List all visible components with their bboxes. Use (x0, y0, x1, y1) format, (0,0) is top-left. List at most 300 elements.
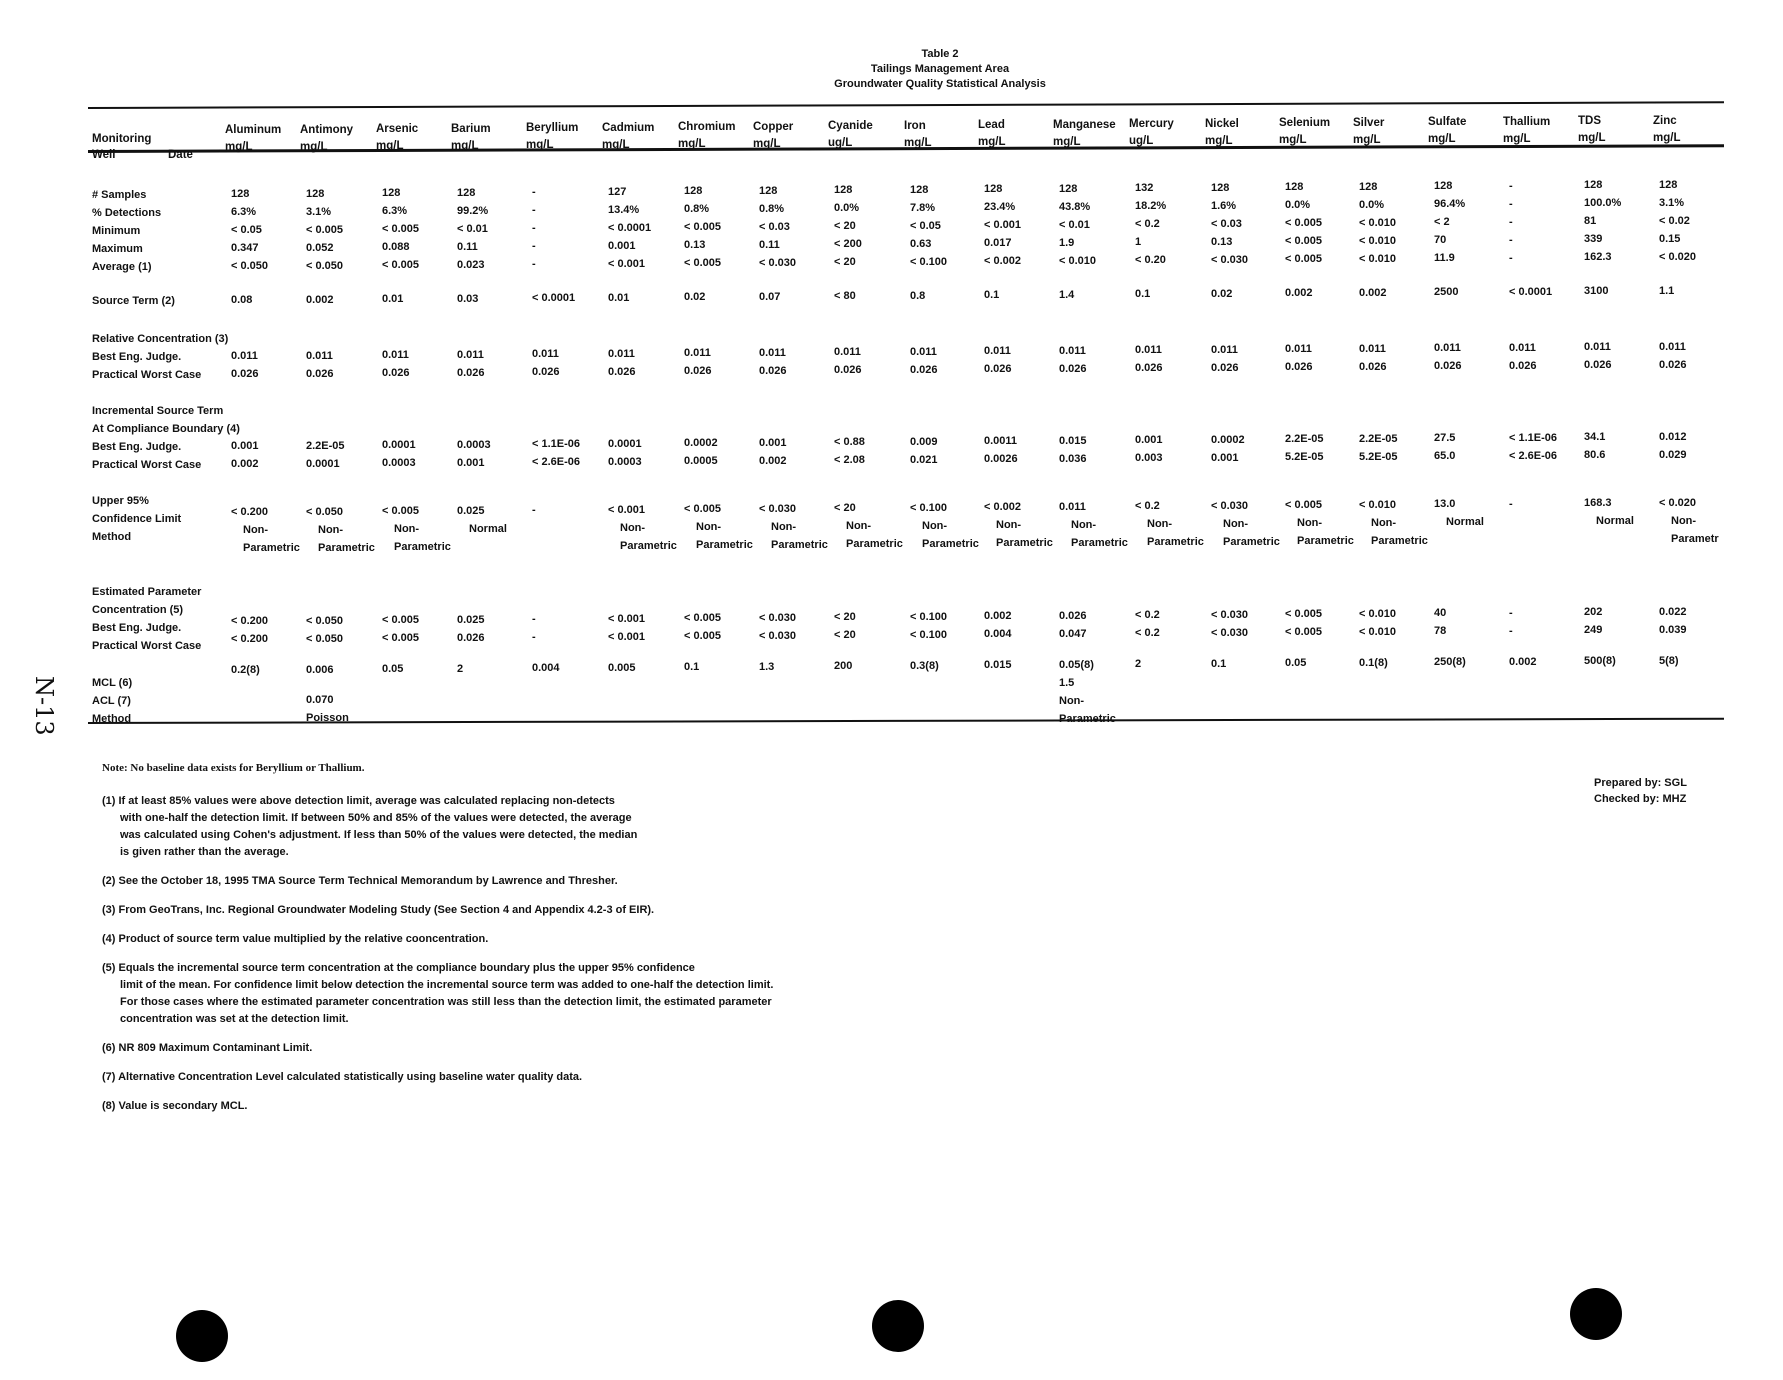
table-cell: 78 (1434, 625, 1447, 638)
table-cell: 0.003 (1135, 452, 1163, 465)
table-cell: 0.0% (1359, 198, 1385, 211)
table-cell: 0.029 (1659, 448, 1687, 461)
ucl-value-cell: < 0.010 (1359, 498, 1397, 511)
table-cell: 0.002 (759, 454, 787, 467)
date-header: Date (168, 149, 193, 161)
ucl-method-cell: Parametric (394, 541, 451, 553)
column-unit-antimony: mg/L (300, 140, 328, 153)
table-cell: 3.1% (306, 205, 332, 218)
baseline-note: Note: No baseline data exists for Beryllium or Thallium. (102, 762, 365, 774)
table-cell: 0.026 (684, 365, 712, 378)
table-cell: 128 (1359, 180, 1378, 193)
row-label-rel_worst: Practical Worst Case (92, 368, 202, 381)
ucl-value-cell: < 0.001 (608, 503, 646, 516)
table-cell: 0.015 (1059, 434, 1087, 447)
table-cell: 0.05 (1285, 657, 1307, 670)
table-cell: 1.9 (1059, 236, 1075, 249)
note-2: (2) See the October 18, 1995 TMA Source Term Technical Memorandum by Lawrence and Thresher. (102, 875, 618, 887)
ucl-method-cell: Parametric (1071, 536, 1128, 549)
table-cell: - (532, 204, 536, 217)
table-cell: 80.6 (1584, 449, 1606, 462)
table-cell: < 0.001 (984, 219, 1022, 232)
table-cell: < 0.030 (759, 256, 797, 269)
ucl-method-cell: Parametric (996, 537, 1053, 550)
table-cell: 0.012 (1659, 430, 1687, 443)
ucl-method-cell: Non- (696, 521, 722, 534)
table-cell: 132 (1135, 182, 1154, 195)
table-cell: 0.026 (532, 366, 560, 379)
table-cell: 18.2% (1135, 200, 1167, 213)
column-unit-sulfate: mg/L (1428, 133, 1456, 146)
table-cell: 0.039 (1659, 623, 1687, 636)
table-cell: 43.8% (1059, 200, 1091, 213)
table-cell: 0.026 (1434, 360, 1462, 373)
table-cell: 2.2E-05 (1285, 433, 1324, 446)
table-cell: 100.0% (1584, 197, 1622, 210)
table-cell: 0.011 (1509, 341, 1536, 354)
table-cell: 5(8) (1659, 654, 1679, 667)
table-cell: 0.023 (457, 258, 485, 271)
table-cell: 0.0% (834, 202, 860, 215)
table-cell: 0.1 (1211, 657, 1227, 670)
table-cell: 70 (1434, 234, 1447, 247)
ucl-method-cell: Non- (1297, 517, 1323, 530)
row-label-average: Average (1) (92, 260, 152, 273)
column-header-cadmium: Cadmium (602, 121, 655, 134)
table-cell: 1.4 (1059, 288, 1075, 301)
table-cell: < 0.002 (984, 255, 1022, 268)
table-cell: < 0.03 (759, 220, 790, 233)
table-cell: 128 (1059, 182, 1078, 195)
ucl-method-cell: Parametric (922, 537, 979, 550)
table-cell: < 0.050 (231, 260, 269, 273)
table-cell: 99.2% (457, 204, 489, 217)
table-cell: 0.8% (759, 202, 785, 215)
table-cell: 0.011 (759, 346, 786, 359)
table-cell: < 0.030 (1211, 626, 1249, 639)
table-cell: 128 (1211, 181, 1230, 194)
table-cell: < 0.100 (910, 610, 948, 623)
ucl-value-cell: 0.011 (1059, 500, 1086, 513)
table-cell: < 0.005 (684, 630, 722, 643)
table-cell: < 0.010 (1359, 234, 1397, 247)
table-cell: - (532, 186, 536, 199)
table-cell: 0.002 (1509, 655, 1537, 668)
column-unit-aluminum: mg/L (225, 141, 253, 154)
column-unit-iron: mg/L (904, 136, 932, 149)
column-unit-zinc: mg/L (1653, 131, 1681, 144)
ucl-value-cell: < 0.020 (1659, 496, 1697, 509)
table-cell: < 0.005 (684, 221, 722, 234)
table-cell: 0.0% (1285, 199, 1311, 212)
table-cell: < 0.050 (306, 614, 344, 627)
column-unit-cyanide: ug/L (828, 137, 853, 150)
column-unit-lead: mg/L (978, 136, 1006, 149)
table-cell: 0.026 (231, 368, 259, 381)
ucl-method-cell: Normal (1446, 516, 1484, 529)
table-cell: 0.011 (231, 350, 258, 363)
table-cell: < 20 (834, 220, 856, 233)
table-cell: < 0.02 (1659, 214, 1690, 227)
table-cell: < 0.010 (1359, 625, 1397, 638)
column-unit-mercury: ug/L (1129, 135, 1154, 148)
table-cell: < 0.005 (684, 257, 722, 270)
table-cell: < 0.05 (910, 219, 941, 232)
column-header-zinc: Zinc (1653, 114, 1677, 127)
method-antimony: Poisson (306, 711, 349, 724)
table-cell: 0.015 (984, 659, 1012, 672)
table-cell: 0.01 (608, 291, 630, 304)
table-cell: 0.026 (984, 363, 1012, 376)
ucl-method-cell: Non- (996, 519, 1022, 532)
table-cell: 0.026 (1285, 361, 1313, 374)
table-cell: - (1509, 233, 1513, 246)
row-label-est_best: Best Eng. Judge. (92, 621, 182, 634)
column-header-aluminum: Aluminum (225, 124, 282, 137)
table-cell: - (532, 613, 536, 626)
table-cell: 3.1% (1659, 196, 1685, 209)
table-cell: 0.011 (984, 345, 1011, 358)
ucl-method-cell: Non- (922, 519, 948, 532)
table-cell: 0.052 (306, 241, 334, 254)
table-cell: 0.036 (1059, 452, 1087, 465)
table-cell: < 0.005 (684, 612, 722, 625)
table-cell: < 0.005 (382, 632, 420, 645)
table-cell: < 0.020 (1659, 250, 1697, 263)
table-cell: 0.8% (684, 203, 710, 216)
ucl-value-cell: 0.025 (457, 504, 485, 517)
table-cell: 127 (608, 185, 627, 198)
table-cell: 0.0001 (608, 437, 642, 450)
table-cell: < 0.01 (457, 222, 488, 235)
table-cell: 40 (1434, 607, 1447, 620)
table-cell: 0.025 (457, 613, 485, 626)
table-cell: 11.9 (1434, 252, 1455, 265)
table-cell: 0.022 (1659, 605, 1687, 618)
table-cell: 1.3 (759, 660, 775, 673)
table-cell: 128 (382, 187, 401, 200)
table-cell: 0.001 (231, 440, 259, 453)
column-header-silver: Silver (1353, 116, 1385, 129)
table-cell: < 0.001 (608, 612, 646, 625)
table-cell: 0.011 (1059, 344, 1086, 357)
table-cell: 0.001 (759, 436, 787, 449)
table-cell: 0.047 (1059, 627, 1087, 640)
ucl-method-cell: Non- (318, 523, 344, 536)
table-cell: - (532, 240, 536, 253)
table-cell: 0.1(8) (1359, 656, 1388, 669)
table-cell: 0.0002 (684, 437, 718, 450)
header-top-rule (88, 101, 1724, 109)
table-cell: 0.001 (608, 239, 636, 252)
note-3: (3) From GeoTrans, Inc. Regional Groundwater Modeling Study (See Section 4 and Appendix 4.2-3 of EIR). (102, 904, 655, 916)
column-header-selenium: Selenium (1279, 117, 1331, 130)
ucl-method-cell: Parametric (318, 541, 375, 554)
table-cell: < 0.005 (1285, 235, 1323, 248)
table-cell: < 0.2 (1135, 627, 1160, 640)
well-header: Well (92, 149, 116, 161)
table-cell: 5.2E-05 (1359, 450, 1398, 463)
notes-section (102, 760, 862, 1127)
table-cell: 0.004 (984, 628, 1012, 641)
table-cell: 0.1 (984, 289, 1000, 302)
table-cell: < 0.010 (1359, 216, 1397, 229)
column-header-barium: Barium (451, 122, 491, 135)
table-cell: 0.011 (1659, 340, 1686, 353)
table-cell: 27.5 (1434, 432, 1456, 445)
table-cell: - (532, 631, 536, 644)
table-cell: 0.026 (1509, 359, 1537, 372)
column-unit-nickel: mg/L (1205, 134, 1233, 147)
table-cell: < 0.010 (1059, 254, 1097, 267)
ucl-method-cell: Non- (1147, 518, 1173, 531)
table-cell: - (1509, 251, 1513, 264)
acl-manganese: 1.5 (1059, 676, 1075, 689)
upper-95-title: Upper 95% (92, 494, 149, 507)
table-cell: 0.026 (1211, 361, 1239, 374)
table-cell: 0.011 (532, 348, 559, 361)
table-cell: < 2 (1434, 216, 1450, 229)
ucl-method-cell: Non- (1371, 516, 1397, 529)
ucl-value-cell: < 0.100 (910, 501, 948, 514)
ucl-method-cell: Non- (1223, 517, 1249, 530)
column-header-thallium: Thallium (1503, 115, 1551, 128)
table-cell: - (1509, 606, 1513, 619)
table-cell: 0.3(8) (910, 659, 939, 672)
table-cell: 2 (1135, 658, 1142, 671)
table-cell: 0.011 (1135, 344, 1162, 357)
column-header-copper: Copper (753, 120, 794, 133)
confidence-limit-title: Confidence Limit (92, 512, 182, 525)
ucl-value-cell: < 0.005 (1285, 499, 1323, 512)
title-line-3: Groundwater Quality Statistical Analysis (834, 78, 1046, 90)
table-cell: < 0.005 (382, 223, 420, 236)
column-header-lead: Lead (978, 119, 1005, 132)
table-cell: < 0.005 (1285, 217, 1323, 230)
note-4: (4) Product of source term value multiplied by the relative cooncentration. (102, 933, 489, 945)
column-unit-beryllium: mg/L (526, 139, 554, 152)
acl-antimony: 0.070 (306, 693, 334, 706)
ucl-method-cell: Parametric (1147, 536, 1204, 549)
table-cell: 0.026 (1359, 360, 1387, 373)
table-cell: < 0.030 (1211, 608, 1249, 621)
column-unit-thallium: mg/L (1503, 132, 1531, 145)
table-cell: 0.011 (834, 346, 861, 359)
table-cell: < 0.010 (1359, 607, 1397, 620)
table-cell: 0.08 (231, 294, 253, 307)
table-cell: 0.026 (306, 367, 334, 380)
table-cell: 0.011 (1285, 343, 1312, 356)
ucl-method-cell: Parametric (1223, 535, 1280, 548)
ucl-value-cell: < 0.050 (306, 505, 344, 518)
table-cell: < 0.88 (834, 436, 865, 449)
table-cell: 1.1 (1659, 284, 1675, 297)
table-cell: 128 (984, 183, 1003, 196)
table-cell: - (1509, 215, 1513, 228)
row-label-maximum: Maximum (92, 242, 143, 255)
ucl-method-cell: Non- (1671, 514, 1697, 527)
table-cell: 0.026 (382, 367, 410, 380)
table-cell: 0.026 (457, 631, 485, 644)
table-cell: < 0.200 (231, 633, 269, 646)
table-cell: < 2.6E-06 (532, 456, 581, 469)
ucl-method-title: Method (92, 530, 132, 543)
title-line-2: Tailings Management Area (870, 63, 1010, 75)
table-cell: 2.2E-05 (306, 439, 345, 452)
table-cell: 0.011 (1211, 343, 1238, 356)
table-title (790, 47, 1090, 92)
method-manganese: Parametric (1059, 712, 1116, 725)
table-cell: 128 (684, 185, 703, 198)
table-cell: 128 (1584, 179, 1603, 192)
table-cell: 128 (1285, 181, 1304, 194)
table-cell: 0.13 (684, 239, 706, 252)
row-label-acl: ACL (7) (92, 694, 131, 707)
ucl-method-cell: Parametric (846, 538, 903, 551)
table-cell: 0.026 (1584, 359, 1612, 372)
checked-by: Checked by: MHZ (1594, 793, 1687, 805)
column-header-cyanide: Cyanide (828, 120, 873, 133)
table-cell: < 1.1E-06 (532, 438, 581, 451)
ucl-value-cell: < 0.030 (1211, 499, 1249, 512)
column-unit-copper: mg/L (753, 137, 781, 150)
table-cell: 0.0003 (608, 455, 642, 468)
note-8: (8) Value is secondary MCL. (102, 1100, 248, 1112)
table-cell: 0.004 (532, 662, 560, 675)
ucl-value-cell: < 0.005 (382, 505, 420, 518)
ucl-method-cell: Parametric (1371, 534, 1428, 547)
monitoring-header: Monitoring (92, 133, 152, 145)
estimated-parameter-title: Estimated Parameter (92, 585, 202, 598)
table-cell: < 0.01 (1059, 218, 1090, 231)
table-cell: 0.002 (1285, 287, 1313, 300)
relative-concentration-title: Relative Concentration (3) (92, 332, 229, 345)
table-cell: 0.017 (984, 237, 1012, 250)
column-header-antimony: Antimony (300, 123, 354, 136)
table-cell: 0.002 (231, 458, 259, 471)
column-unit-cadmium: mg/L (602, 138, 630, 151)
table-cell: < 0.001 (608, 257, 646, 270)
table-cell: 128 (231, 188, 250, 201)
ucl-value-cell: - (532, 504, 536, 517)
row-label-inc_best: Best Eng. Judge. (92, 440, 182, 453)
ucl-value-cell: < 0.030 (759, 502, 797, 515)
ucl-method-cell: Parametric (771, 538, 828, 551)
table-cell: < 0.050 (306, 632, 344, 645)
table-cell: < 0.0001 (532, 292, 576, 305)
table-cell: 249 (1584, 624, 1603, 637)
table-cell: < 0.100 (910, 628, 948, 641)
table-cell: 1 (1135, 236, 1142, 249)
table-cell: 2.2E-05 (1359, 432, 1398, 445)
table-cell: < 0.2 (1135, 218, 1160, 231)
ucl-method-cell: Parametr (1671, 532, 1719, 545)
table-cell: 0.13 (1211, 235, 1233, 248)
ucl-method-cell: Parametric (696, 539, 753, 552)
table-cell: 0.011 (457, 348, 484, 361)
ucl-method-cell: Non- (620, 521, 646, 534)
ucl-method-cell: Parametric (1297, 535, 1354, 548)
table-cell: < 0.001 (608, 630, 646, 643)
table-cell: 0.026 (457, 366, 485, 379)
table-cell: 81 (1584, 215, 1597, 228)
page-number: N-13 (30, 676, 58, 736)
table-cell: 0.006 (306, 663, 334, 676)
table-cell: 0.001 (457, 456, 485, 469)
table-cell: 200 (834, 660, 853, 673)
table-cell: 0.0005 (684, 455, 718, 468)
table-cell: < 0.2 (1135, 609, 1160, 622)
table-cell: 0.011 (382, 349, 409, 362)
table-cell: 0.02 (684, 291, 706, 304)
table-cell: < 1.1E-06 (1509, 431, 1558, 444)
ucl-value-cell: < 20 (834, 502, 856, 515)
title-line-1: Table 2 (921, 48, 959, 60)
table-cell: 0.026 (834, 364, 862, 377)
table-cell: 65.0 (1434, 450, 1456, 463)
note-7: (7) Alternative Concentration Level calculated statistically using baseline water quality data. (102, 1071, 583, 1083)
table-cell: - (1509, 624, 1513, 637)
row-label-rel_best: Best Eng. Judge. (92, 350, 182, 363)
table-cell: 0.088 (382, 241, 410, 254)
table-cell: 0.01 (382, 293, 404, 306)
column-unit-manganese: mg/L (1053, 135, 1081, 148)
table-cell: < 0.005 (1285, 608, 1323, 621)
column-header-beryllium: Beryllium (526, 122, 579, 135)
table-cell: < 0.030 (759, 629, 797, 642)
estimated-concentration-title: Concentration (5) (92, 603, 184, 616)
table-cell: 0.011 (306, 349, 333, 362)
table-cell: 0.0011 (984, 435, 1018, 448)
table-cell: < 20 (834, 611, 856, 624)
table-cell: 0.021 (910, 453, 938, 466)
row-label-inc_worst: Practical Worst Case (92, 458, 202, 471)
table-cell: 6.3% (382, 205, 408, 218)
column-header-sulfate: Sulfate (1428, 116, 1467, 129)
ucl-value-cell: 13.0 (1434, 498, 1456, 511)
ucl-method-cell: Non- (243, 523, 269, 536)
table-cell: 0.63 (910, 237, 932, 250)
table-cell: 0.8 (910, 289, 926, 302)
ucl-method-cell: Non- (394, 523, 420, 535)
row-label-source_term: Source Term (2) (92, 294, 175, 307)
table-cell: 0.1 (1135, 288, 1151, 301)
table-cell: 0.1 (684, 661, 700, 674)
column-header-tds: TDS (1578, 115, 1601, 128)
note-1: (1) If at least 85% values were above detection limit, average was calculated replacing non-detects with one-half the detection limit. If between 50% and 85% of the values were detected, the average was calculated using Cohen's adjustment. If less than 50% of the values were detected, the median is given rather than the average. (102, 795, 638, 858)
table-cell: 23.4% (984, 201, 1016, 214)
table-cell: - (532, 222, 536, 235)
table-cell: 0.026 (759, 364, 787, 377)
column-unit-tds: mg/L (1578, 132, 1606, 145)
table-cell: < 0.005 (382, 259, 420, 272)
table-cell: - (1509, 197, 1513, 210)
table-cell: < 0.05 (231, 224, 262, 237)
table-cell: 34.1 (1584, 431, 1606, 444)
ucl-value-cell: < 0.002 (984, 501, 1022, 514)
table-cell: < 0.030 (759, 611, 797, 624)
column-unit-arsenic: mg/L (376, 140, 404, 153)
table-cell: 128 (834, 184, 853, 197)
prepared-by: Prepared by: SGL (1594, 777, 1687, 789)
table-cell: < 0.030 (1211, 253, 1249, 266)
table-cell: 0.0002 (1211, 433, 1245, 446)
table-cell: 3100 (1584, 285, 1609, 298)
column-unit-silver: mg/L (1353, 133, 1381, 146)
table-cell: < 0.010 (1359, 252, 1397, 265)
table-cell: < 0.20 (1135, 254, 1166, 267)
table-cell: < 0.050 (306, 259, 344, 272)
